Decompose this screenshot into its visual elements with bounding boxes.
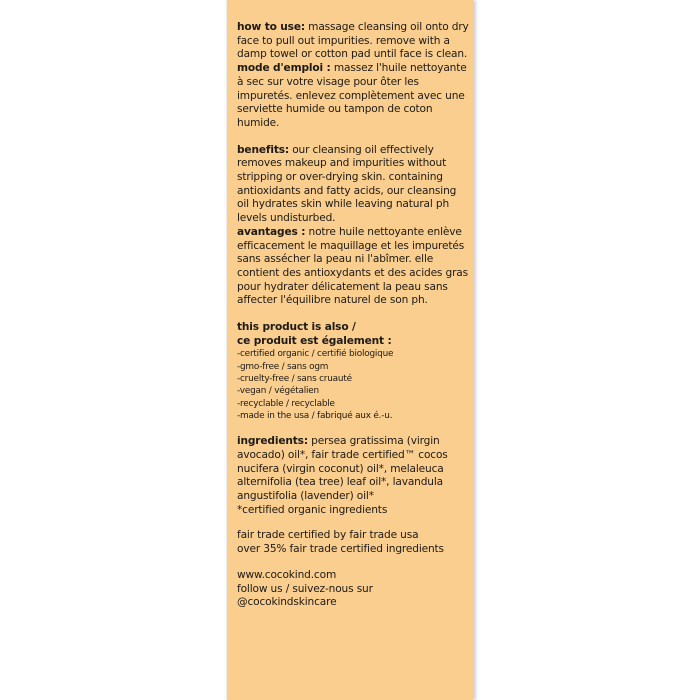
avantages-label: avantages :	[237, 225, 306, 238]
spacer	[237, 131, 469, 144]
avantages-text: notre huile nettoyante enlève efficacement le maquillage et les impuretés sans assécher la peau ni l'abîmer. elle contient des antioxydants et des acides gras pour hydrater délicatement la peau sans affecter l'équilibre naturel de son ph.	[237, 225, 469, 307]
list-item: -vegan / végétalien	[237, 386, 319, 397]
how-to-use-text: massage cleansing oil onto dry face to pull out impurities. remove with a damp towel or cotton pad until face is clean.	[237, 21, 469, 61]
mode-emploi-label: mode d'emploi :	[237, 62, 331, 75]
benefits-label: benefits:	[237, 143, 289, 156]
mode-emploi-text: massez l'huile nettoyante à sec sur votre visage pour ôter les impuretés. enlevez complètement avec une serviette humide ou tampon de coton humide.	[237, 62, 467, 129]
ingredients-note: *certified organic ingredients	[237, 503, 388, 516]
ingredients-paragraph	[237, 435, 469, 504]
ingredients-text: persea gratissima (virgin avocado) oil*, fair trade certified™ cocos nucifera (virgin coconut) oil*, melaleuca alternifolia (tea tree) leaf oil*, lavandula angustifolia (lavender) oil*	[237, 435, 448, 503]
product-also-heading-en: this product is also /	[237, 321, 356, 334]
label-text-block	[237, 21, 469, 610]
ingredients-label: ingredients:	[237, 435, 308, 448]
list-item: -recyclable / recyclable	[237, 398, 335, 409]
follow-us-text: follow us / suivez-nous sur	[237, 582, 373, 595]
how-to-use-label: how to use:	[237, 21, 305, 33]
product-also-heading-fr: ce produit est également :	[237, 334, 392, 347]
list-item: -certified organic / certifié biologique	[237, 349, 394, 360]
spacer	[237, 557, 469, 569]
how-to-use-paragraph	[237, 21, 469, 62]
benefits-text: our cleansing oil effectively removes makeup and impurities without stripping or over-drying skin. containing antioxidants and fatty acids, our cleansing oil hydrates skin while leaving natural ph levels undisturbed.	[237, 143, 457, 225]
product-attributes-list	[237, 348, 469, 422]
fair-trade-line-1: fair trade certified by fair trade usa	[237, 529, 419, 542]
product-box-side-panel	[227, 0, 473, 700]
mode-emploi-paragraph	[237, 62, 469, 131]
social-handle-text: @cocokindskincare	[237, 596, 337, 609]
benefits-paragraph	[237, 144, 469, 226]
fair-trade-line-2: over 35% fair trade certified ingredients	[237, 543, 444, 556]
list-item: -gmo-free / sans ogm	[237, 361, 329, 372]
list-item: -made in the usa / fabriqué aux é.-u.	[237, 410, 393, 421]
spacer	[237, 308, 469, 321]
website-text: www.cocokind.com	[237, 568, 337, 581]
spacer	[237, 517, 469, 529]
avantages-paragraph	[237, 226, 469, 308]
spacer	[237, 422, 469, 435]
list-item: -cruelty-free / sans cruauté	[237, 374, 352, 385]
